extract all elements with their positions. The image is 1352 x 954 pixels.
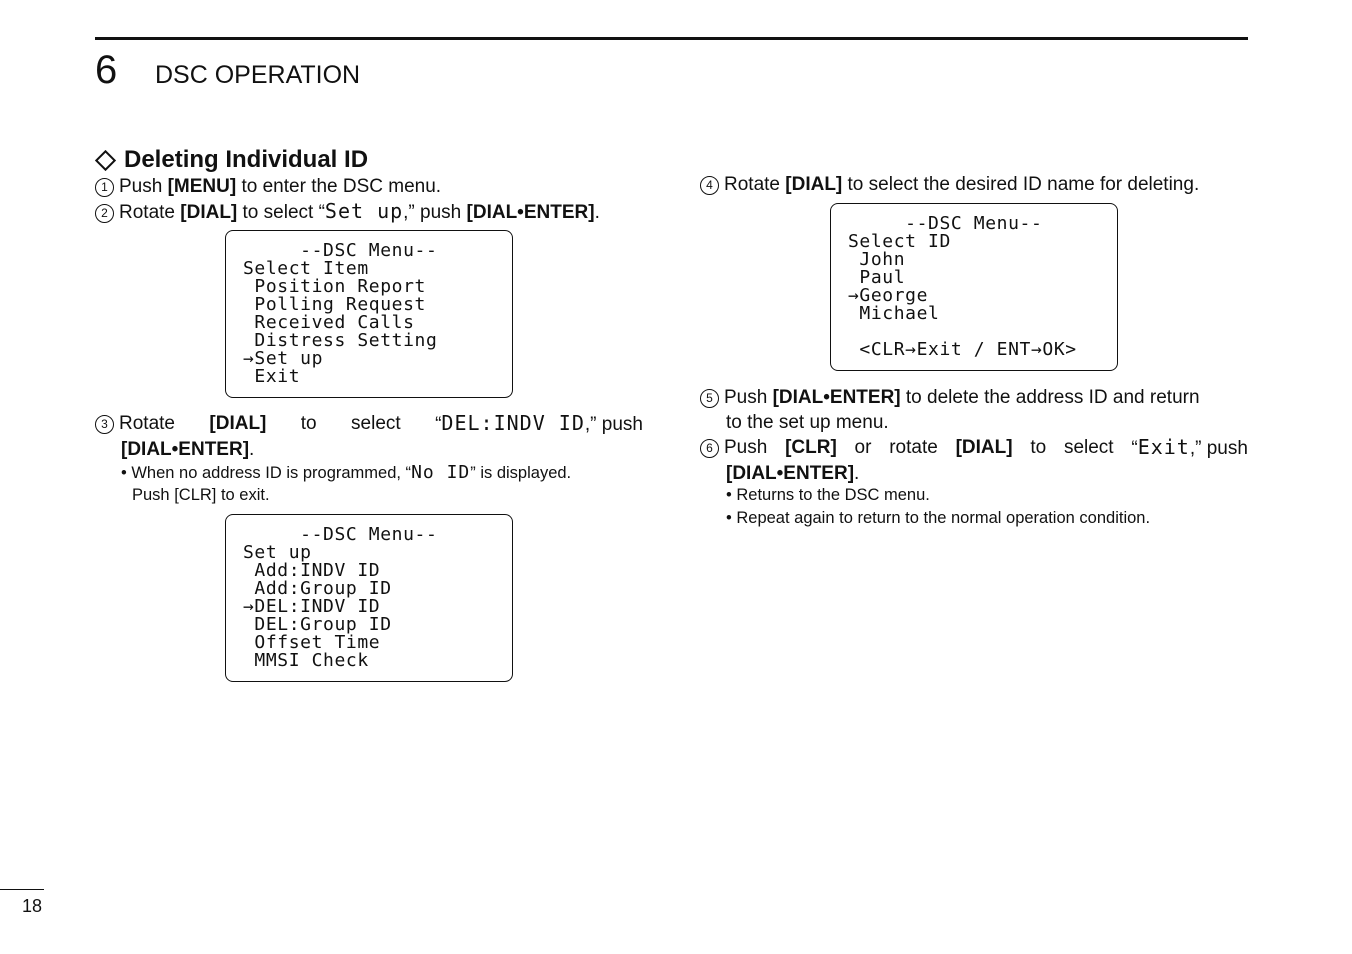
lcd-line: Polling Request: [243, 294, 426, 315]
lcd-screen-set-up: [225, 514, 513, 682]
step-number: 3: [95, 415, 114, 434]
note-text: Push [CLR] to exit.: [132, 486, 270, 504]
step-text: Push: [724, 387, 773, 408]
key-label: [DIAL•ENTER]: [466, 202, 595, 223]
key-label: [DIAL]: [785, 174, 843, 195]
step-text: to the set up menu.: [726, 412, 889, 433]
lcd-screen-select-id: [830, 203, 1118, 371]
note-text: • Repeat again to return to the normal operation condition.: [726, 509, 1151, 527]
step-4: [700, 172, 1199, 197]
step-text: to select “: [237, 202, 325, 223]
step-text: to delete the address ID and return: [900, 387, 1200, 408]
key-label: [CLR]: [785, 437, 837, 458]
step-text: “: [1131, 438, 1138, 459]
key-label: [DIAL•ENTER]: [121, 439, 250, 460]
lcd-line: Set up: [243, 542, 312, 563]
lcd-line: Select Item: [243, 258, 369, 279]
lcd-line: DEL:Group ID: [243, 614, 392, 635]
lcd-line: MMSI Check: [243, 650, 369, 671]
lcd-line: --DSC Menu--: [243, 240, 438, 261]
lcd-text: DEL:INDV ID: [441, 411, 585, 435]
section-title-text: Deleting Individual ID: [124, 146, 369, 173]
step-2: [95, 199, 600, 225]
lcd-line: Paul: [848, 267, 906, 288]
lcd-line: Received Calls: [243, 312, 415, 333]
step-text: or: [854, 437, 872, 458]
step-text: Rotate: [119, 413, 175, 434]
key-label: [DIAL•ENTER]: [726, 463, 855, 484]
step-text: to enter the DSC menu.: [236, 176, 442, 197]
lcd-line-selected: →DEL:INDV ID: [243, 596, 381, 617]
lcd-line: Michael: [848, 303, 940, 324]
lcd-text: No ID: [411, 462, 471, 483]
step-text: Rotate: [119, 202, 181, 223]
lcd-text: Set up: [324, 199, 404, 223]
key-label: [DIAL]: [209, 413, 267, 434]
lcd-line-selected: →Set up: [243, 348, 324, 369]
step-text: to: [1030, 437, 1047, 458]
step-text: Rotate: [724, 174, 786, 195]
step-text: to select the desired ID name for deleting.: [842, 174, 1200, 195]
step-6-notes: [726, 484, 1150, 529]
diamond-icon: [95, 149, 116, 170]
step-5: [700, 385, 1248, 435]
step-text: select: [1063, 437, 1114, 458]
lcd-line: Distress Setting: [243, 330, 438, 351]
step-text: ,” push: [403, 202, 467, 223]
step-text: rotate: [889, 437, 938, 458]
step-3-note: [121, 462, 643, 506]
key-label: [MENU]: [167, 176, 237, 197]
key-label: [DIAL]: [180, 202, 238, 223]
lcd-line: Select ID: [848, 231, 951, 252]
chapter-number: 6: [95, 48, 118, 92]
lcd-line-selected: →George: [848, 285, 929, 306]
lcd-line: Add:INDV ID: [243, 560, 381, 581]
lcd-line: Exit: [243, 366, 301, 387]
lcd-line: Offset Time: [243, 632, 381, 653]
lcd-text: Exit: [1137, 435, 1190, 459]
lcd-line: John: [848, 249, 906, 270]
step-text: to: [300, 413, 317, 434]
step-text: .: [249, 439, 255, 460]
step-text: “: [435, 414, 442, 435]
section-title: [95, 145, 368, 175]
key-label: [DIAL]: [955, 437, 1013, 458]
step-text: select: [351, 413, 401, 434]
lcd-line: --DSC Menu--: [848, 213, 1043, 234]
step-6: [700, 435, 1248, 486]
step-number: 5: [700, 389, 719, 408]
step-text: ,” push: [1189, 438, 1248, 459]
lcd-line: Position Report: [243, 276, 426, 297]
step-number: 4: [700, 176, 719, 195]
lcd-screen-select-item: [225, 230, 513, 398]
step-1: [95, 174, 441, 199]
key-label: [DIAL•ENTER]: [772, 387, 901, 408]
lcd-line: --DSC Menu--: [243, 524, 438, 545]
note-text: • Returns to the DSC menu.: [726, 486, 930, 504]
page-number: 18: [22, 896, 43, 916]
step-text: ,” push: [584, 414, 643, 435]
step-text: Push: [119, 176, 168, 197]
step-3: [95, 411, 643, 462]
header-rule: [95, 37, 1248, 40]
step-text: Push: [724, 437, 768, 458]
note-text: • When no address ID is programmed, “: [121, 464, 412, 482]
lcd-line: <CLR→Exit / ENT→OK>: [848, 339, 1077, 360]
step-text: .: [594, 202, 600, 223]
step-text: .: [854, 463, 860, 484]
step-number: 6: [700, 439, 719, 458]
lcd-line: Add:Group ID: [243, 578, 392, 599]
chapter-title: DSC OPERATION: [155, 61, 361, 89]
footer-rule: [0, 889, 44, 890]
note-text: ” is displayed.: [470, 464, 572, 482]
step-number: 1: [95, 178, 114, 197]
step-number: 2: [95, 204, 114, 223]
